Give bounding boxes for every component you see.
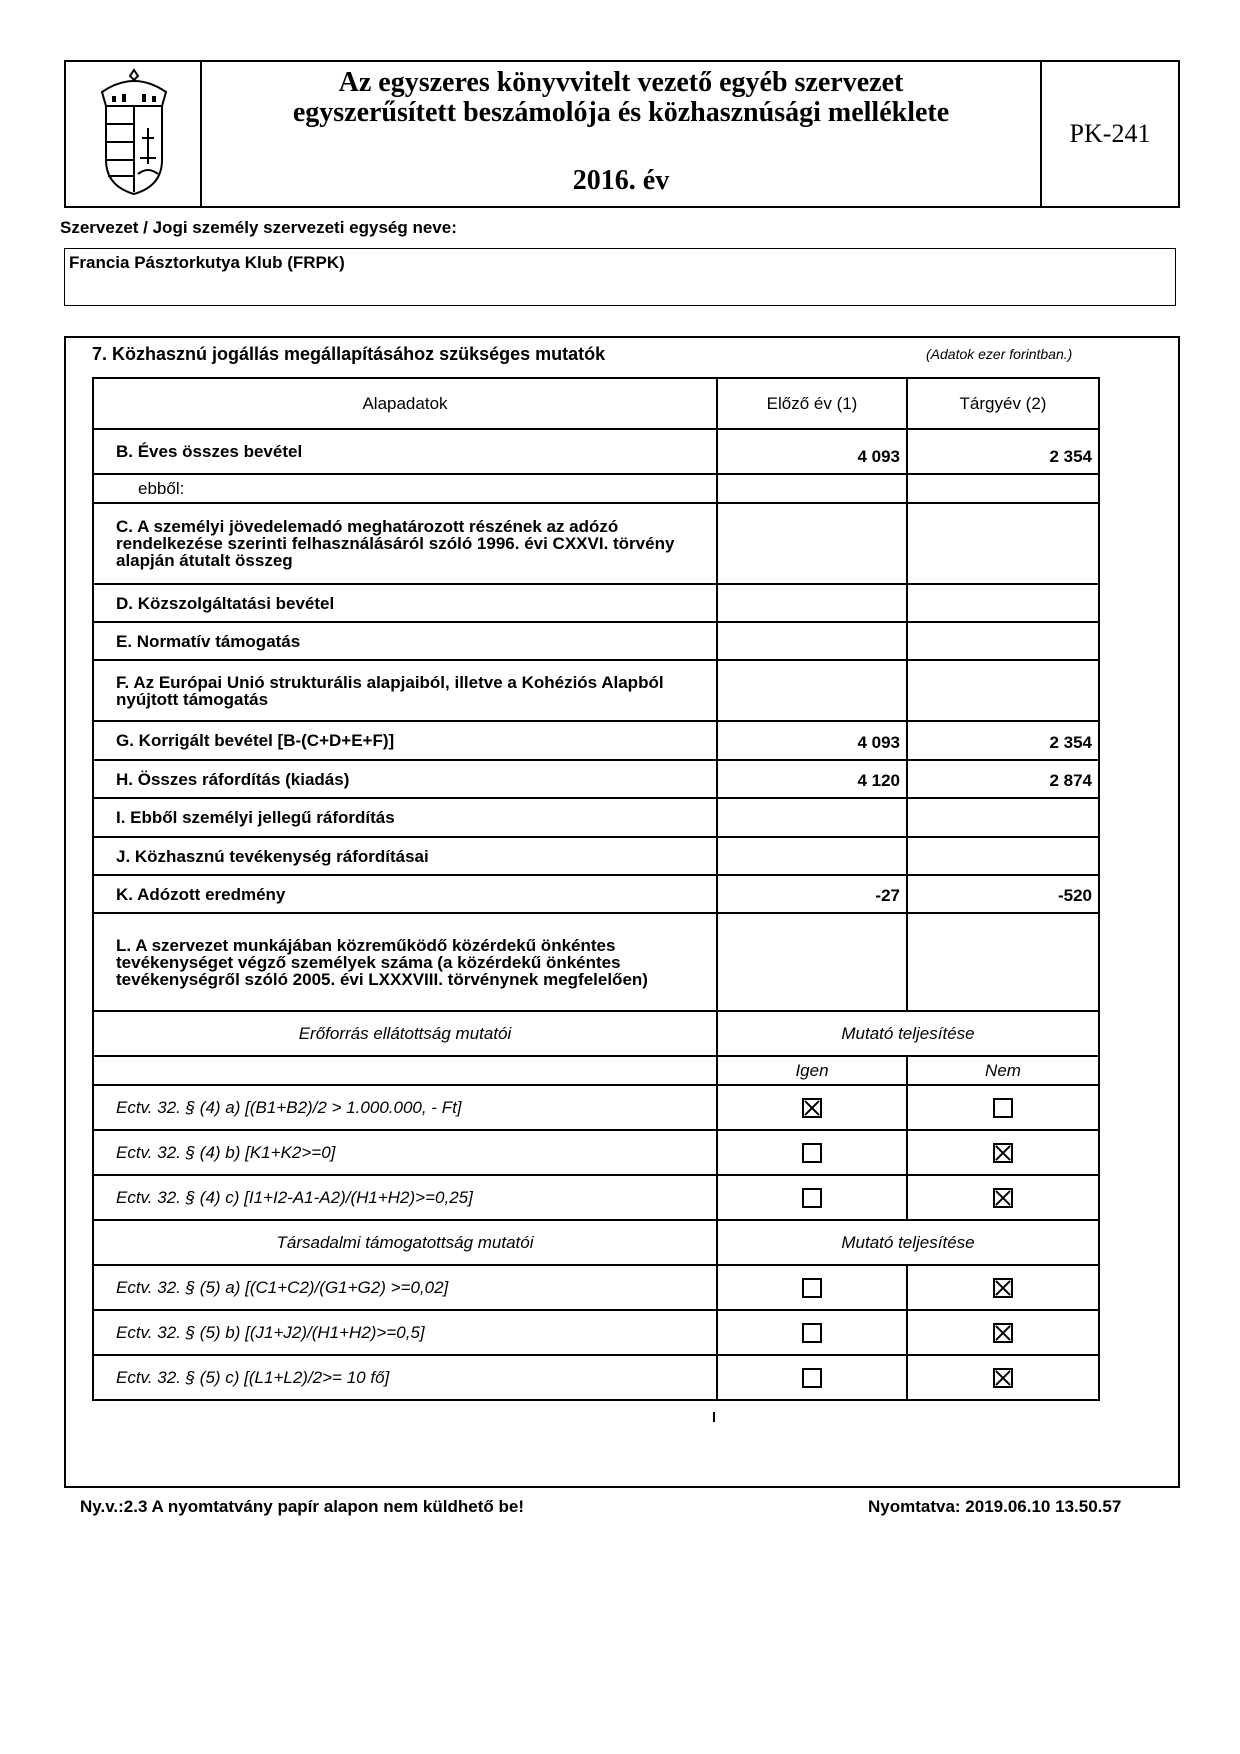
yes-checkbox[interactable] xyxy=(802,1143,822,1163)
yes-header: Igen xyxy=(717,1056,907,1085)
current-year-value[interactable] xyxy=(907,474,1099,503)
organization-name: Francia Pásztorkutya Klub (FRPK) xyxy=(69,253,345,272)
prev-year-value[interactable]: 4 093 xyxy=(717,721,907,760)
no-checkbox[interactable] xyxy=(993,1098,1013,1118)
indicator-table xyxy=(92,377,1100,1401)
crest-cell xyxy=(66,62,202,206)
no-cell xyxy=(907,1085,1099,1130)
no-header: Nem xyxy=(907,1056,1099,1085)
indicator-label: Ectv. 32. § (5) a) [(C1+C2)/(G1+G2) >=0,02] xyxy=(93,1265,717,1310)
table-divider-tail xyxy=(713,1412,715,1422)
row-label: D. Közszolgáltatási bevétel xyxy=(93,584,717,622)
indicator-row xyxy=(93,1355,1099,1400)
table-row xyxy=(93,721,1099,760)
yes-checkbox[interactable] xyxy=(802,1323,822,1343)
yes-cell xyxy=(717,1085,907,1130)
no-checkbox[interactable] xyxy=(993,1278,1013,1298)
indicator-label: Ectv. 32. § (4) b) [K1+K2>=0] xyxy=(93,1130,717,1175)
prev-year-value[interactable] xyxy=(717,474,907,503)
organization-label: Szervezet / Jogi személy szervezeti egység neve: xyxy=(60,218,457,237)
table-row xyxy=(93,798,1099,837)
indicator-label: Ectv. 32. § (5) b) [(J1+J2)/(H1+H2)>=0,5] xyxy=(93,1310,717,1355)
title-line-1: Az egyszeres könyvvitelt vezető egyéb szervezet xyxy=(338,67,904,98)
prev-year-value[interactable] xyxy=(717,913,907,1011)
yes-no-header-row xyxy=(93,1056,1099,1085)
no-checkbox[interactable] xyxy=(993,1368,1013,1388)
no-cell xyxy=(907,1175,1099,1220)
no-checkbox[interactable] xyxy=(993,1143,1013,1163)
prev-year-value[interactable] xyxy=(717,837,907,875)
indicator-label: Ectv. 32. § (4) c) [I1+I2-A1-A2)/(H1+H2)>=0,25] xyxy=(93,1175,717,1220)
yes-checkbox[interactable] xyxy=(802,1098,822,1118)
organization-name-field[interactable] xyxy=(64,248,1176,306)
prev-year-value[interactable]: -27 xyxy=(717,875,907,913)
current-year-value[interactable] xyxy=(907,584,1099,622)
no-checkbox[interactable] xyxy=(993,1323,1013,1343)
row-label: F. Az Európai Unió strukturális alapjaiból, illetve a Kohéziós Alapból nyújtott támogatás xyxy=(93,660,717,721)
empty-cell xyxy=(93,1056,717,1085)
row-label: H. Összes ráfordítás (kiadás) xyxy=(93,760,717,798)
no-cell xyxy=(907,1265,1099,1310)
resource-title: Erőforrás ellátottság mutatói xyxy=(93,1011,717,1056)
prev-year-value[interactable] xyxy=(717,798,907,837)
social-header-row xyxy=(93,1220,1099,1265)
indicator-row xyxy=(93,1130,1099,1175)
prev-year-value[interactable]: 4 120 xyxy=(717,760,907,798)
current-year-value[interactable] xyxy=(907,913,1099,1011)
no-checkbox[interactable] xyxy=(993,1188,1013,1208)
current-year-value[interactable] xyxy=(907,660,1099,721)
prev-year-value[interactable]: 4 093 xyxy=(717,429,907,474)
prev-year-value[interactable] xyxy=(717,584,907,622)
table-row xyxy=(93,474,1099,503)
version-note: Ny.v.:2.3 A nyomtatvány papír alapon nem küldhető be! xyxy=(80,1497,524,1516)
yes-cell xyxy=(717,1310,907,1355)
yes-checkbox[interactable] xyxy=(802,1278,822,1298)
table-row xyxy=(93,503,1099,584)
current-year-value[interactable]: -520 xyxy=(907,875,1099,913)
yes-checkbox[interactable] xyxy=(802,1368,822,1388)
indicator-row xyxy=(93,1310,1099,1355)
column-header: Előző év (1) xyxy=(717,378,907,429)
no-cell xyxy=(907,1130,1099,1175)
row-label: I. Ebből személyi jellegű ráfordítás xyxy=(93,798,717,837)
prev-year-value[interactable] xyxy=(717,622,907,660)
row-label: B. Éves összes bevétel xyxy=(93,429,717,474)
report-year: 2016. év xyxy=(572,165,670,196)
row-label: ebből: xyxy=(93,474,717,503)
table-row xyxy=(93,660,1099,721)
prev-year-value[interactable] xyxy=(717,660,907,721)
indicator-label: Ectv. 32. § (5) c) [(L1+L2)/2>= 10 fő] xyxy=(93,1355,717,1400)
row-label: G. Korrigált bevétel [B-(C+D+E+F)] xyxy=(93,721,717,760)
row-label: E. Normatív támogatás xyxy=(93,622,717,660)
current-year-value[interactable] xyxy=(907,503,1099,584)
indicator-row xyxy=(93,1085,1099,1130)
table-row xyxy=(93,622,1099,660)
current-year-value[interactable] xyxy=(907,622,1099,660)
row-label: J. Közhasznú tevékenység ráfordításai xyxy=(93,837,717,875)
yes-checkbox[interactable] xyxy=(802,1188,822,1208)
current-year-value[interactable] xyxy=(907,837,1099,875)
form-code: PK-241 xyxy=(1069,119,1151,148)
form-title xyxy=(202,62,1042,206)
hungarian-coat-of-arms-icon xyxy=(66,62,202,206)
indicator-row xyxy=(93,1175,1099,1220)
no-cell xyxy=(907,1355,1099,1400)
table-row xyxy=(93,837,1099,875)
current-year-value[interactable]: 2 354 xyxy=(907,429,1099,474)
indicator-label: Ectv. 32. § (4) a) [(B1+B2)/2 > 1.000.000, - Ft] xyxy=(93,1085,717,1130)
title-line-2: egyszerűsített beszámolója és közhasznúsági melléklete xyxy=(292,97,950,128)
row-label: L. A szervezet munkájában közreműködő közérdekű önkéntes tevékenységet végző személyek száma (a közérdekű önkéntes tevékenységről szóló 2005. évi LXXXVIII. törvénynek megfelelően) xyxy=(93,913,717,1011)
column-header: Tárgyév (2) xyxy=(907,378,1099,429)
section-note: (Adatok ezer forintban.) xyxy=(926,346,1073,362)
table-row xyxy=(93,760,1099,798)
current-year-value[interactable]: 2 874 xyxy=(907,760,1099,798)
row-label: K. Adózott eredmény xyxy=(93,875,717,913)
yes-cell xyxy=(717,1265,907,1310)
fulfilment-header: Mutató teljesítése xyxy=(717,1011,1099,1056)
yes-cell xyxy=(717,1175,907,1220)
table-row xyxy=(93,875,1099,913)
current-year-value[interactable]: 2 354 xyxy=(907,721,1099,760)
form-header xyxy=(64,60,1180,208)
resource-header-row xyxy=(93,1011,1099,1056)
section-title: 7. Közhasznú jogállás megállapításához szükséges mutatók xyxy=(92,344,606,364)
indicator-row xyxy=(93,1265,1099,1310)
fulfilment-header: Mutató teljesítése xyxy=(717,1220,1099,1265)
yes-cell xyxy=(717,1130,907,1175)
table-header-row xyxy=(93,378,1099,429)
yes-cell xyxy=(717,1355,907,1400)
prev-year-value[interactable] xyxy=(717,503,907,584)
social-title: Társadalmi támogatottság mutatói xyxy=(93,1220,717,1265)
row-label: C. A személyi jövedelemadó meghatározott részének az adózó rendelkezése szerinti felhasználásáról szóló 1996. évi CXXVI. törvény alapján átutalt összeg xyxy=(93,503,717,584)
table-row xyxy=(93,429,1099,474)
table-row xyxy=(93,913,1099,1011)
column-header: Alapadatok xyxy=(93,378,717,429)
current-year-value[interactable] xyxy=(907,798,1099,837)
table-row xyxy=(93,584,1099,622)
no-cell xyxy=(907,1310,1099,1355)
print-timestamp: Nyomtatva: 2019.06.10 13.50.57 xyxy=(868,1497,1122,1516)
